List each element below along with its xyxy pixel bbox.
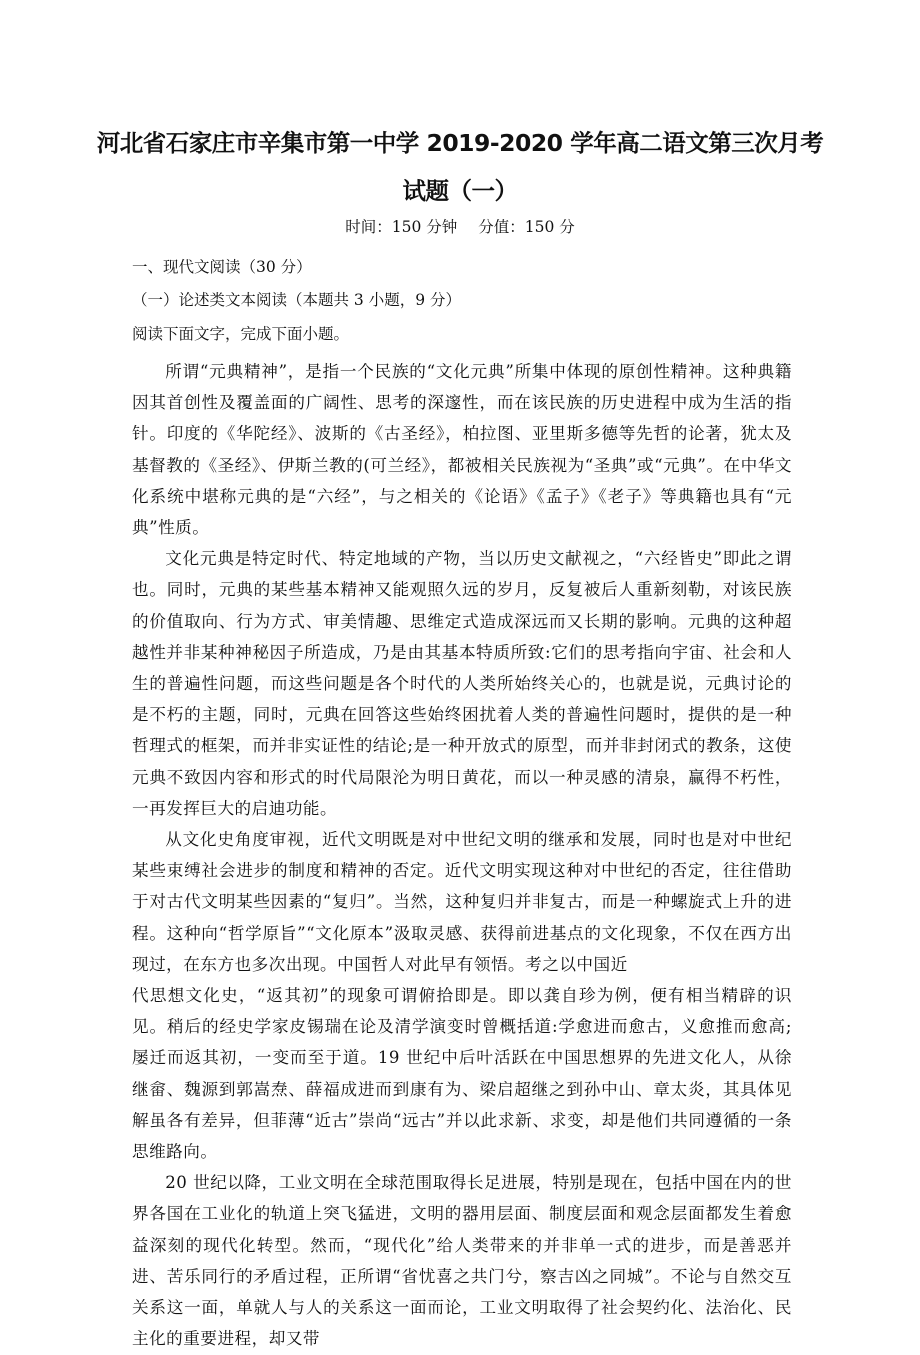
reading-instruction: 阅读下面文字，完成下面小题。 bbox=[132, 325, 350, 343]
exam-time: 时间：150 分钟 bbox=[345, 218, 458, 236]
passage-paragraph-3: 从文化史角度审视，近代文明既是对中世纪文明的继承和发展，同时也是对中世纪某些束缚社会进步的制度和精神的否定。近代文明实现这种对中世纪的否定，往往借助于对古代文明某些因素的“复归”。当然，这种复归并非复古，而是一种螺旋式上升的进程。这种向“哲学原旨”“文化原本”汲取灵感、获得前进基点的文化现象，不仅在西方出现过，在东方也多次出现。中国哲人对此早有领悟。考之以中国近 bbox=[132, 830, 792, 974]
document-title-line1: 河北省石家庄市辛集市第一中学 2019-2020 学年高二语文第三次月考 bbox=[96, 129, 824, 157]
passage-paragraph-2: 文化元典是特定时代、特定地域的产物，当以历史文献视之，“六经皆史”即此之谓也。同时，元典的某些基本精神又能观照久远的岁月，反复被后人重新刻勒，对该民族的价值取向、行为方式、审美情趣、思维定式造成深远而又长期的影响。元典的这种超越性并非某种神秘因子所造成，乃是由其基本特质所致:它们的思考指向宇宙、社会和人生的普遍性问题，而这些问题是各个时代的人类所始终关心的，也就是说，元典讨论的是不朽的主题，同时，元典在回答这些始终困扰着人类的普遍性问题时，提供的是一种哲理式的框架，而并非实证性的结论;是一种开放式的原型，而并非封闭式的教条，这使元典不致因内容和形式的时代局限沦为明日黄花，而以一种灵感的清泉，赢得不朽性，一再发挥巨大的启迪功能。 bbox=[132, 549, 792, 818]
document-title-line2: 试题（一） bbox=[402, 177, 518, 205]
passage bbox=[132, 356, 792, 1355]
exam-meta bbox=[0, 215, 920, 237]
exam-score: 分值：150 分 bbox=[478, 218, 575, 236]
passage-paragraph-3-continued: 代思想文化史，“返其初”的现象可谓俯拾即是。即以龚自珍为例，便有相当精辟的识见。稍后的经史学家皮锡瑞在论及清学演变时曾概括道:学愈进而愈古，义愈推而愈高;屡迁而返其初，一变而至于道。19 世纪中后叶活跃在中国思想界的先进文化人，从徐继畲、魏源到郭嵩焘、薛福成进而到康有为、梁启超继之到孙中山、章太炎，其具体见解虽各有差异，但菲薄“近古”崇尚“远古”并以此求新、求变，却是他们共同遵循的一条思维路向。 bbox=[132, 986, 792, 1162]
passage-paragraph-4: 20 世纪以降，工业文明在全球范围取得长足进展，特别是现在，包括中国在内的世界各国在工业化的轨道上突飞猛进，文明的器用层面、制度层面和观念层面都发生着愈益深刻的现代化转型。然而，“现代化”给人类带来的并非单一式的进步，而是善恶并进、苦乐同行的矛盾过程，正所谓“省忧喜之共门兮，察吉凶之同城”。不论与自然交互关系这一面，单就人与人的关系这一面而论，工业文明取得了社会契约化、法治化、民主化的重要进程，却又带 bbox=[132, 1173, 792, 1349]
subsection-heading: （一）论述类文本阅读（本题共 3 小题，9 分） bbox=[132, 291, 462, 309]
passage-paragraph-1: 所谓“元典精神”，是指一个民族的“文化元典”所集中体现的原创性精神。这种典籍因其首创性及覆盖面的广阔性、思考的深邃性，而在该民族的历史进程中成为生活的指针。印度的《华陀经》、波斯的《古圣经》，柏拉图、亚里斯多德等先哲的论著，犹太及基督教的《圣经》、伊斯兰教的(可兰经》，都被相关民族视为“圣典”或“元典”。在中华文化系统中堪称元典的是“六经”，与之相关的《论语》《孟子》《老子》等典籍也具有“元典”性质。 bbox=[132, 362, 792, 538]
section-heading: 一、现代文阅读（30 分） bbox=[132, 258, 312, 276]
